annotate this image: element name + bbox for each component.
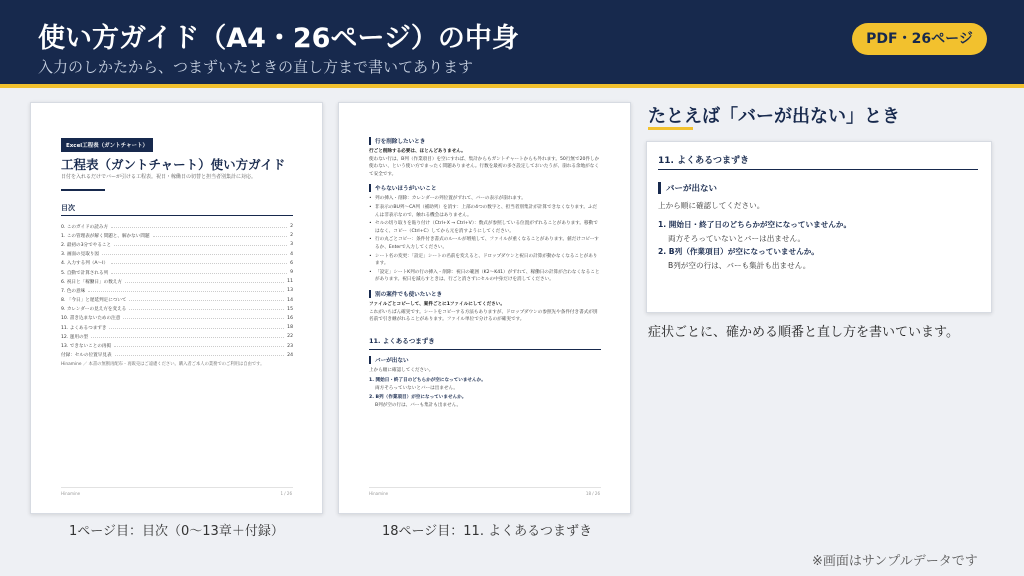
toc-item-page: 14 [287,297,293,303]
excerpt-answer-1: 両方そろっていないとバーは出ません。 [668,234,806,243]
toc-item [61,231,293,240]
toc-leader [123,317,284,319]
toc-item-page: 6 [290,260,293,266]
toc-item-label: 7. 色の意味 [61,288,86,294]
title-rule [61,189,105,191]
toc-rule [61,215,293,216]
toc-item-page: 15 [287,306,293,312]
toc-item-page: 3 [290,242,293,248]
toc-item-label: 10. 書き込まないための注意 [61,316,121,322]
toc-item-label: 12. 運用の型 [61,334,89,340]
toc-item [61,250,293,259]
toc-item-page: 4 [290,251,293,257]
section-heading: 行を削除したいとき [369,137,601,145]
intro-text: 上から順に確認してください。 [369,367,434,373]
example-title: たとえば「バーが出ない」とき [648,106,900,127]
toc-leader [111,272,287,274]
toc-leader [114,244,287,246]
toc-item-label: 5. 自動で計算される列 [61,270,109,276]
footer-page-number: 1 / 26 [280,491,292,496]
caption-page-18: 18ページ目：11. よくあるつまずき [382,524,592,539]
footer-rule [369,487,601,488]
toc-item-page: 18 [287,325,293,331]
example-accent-line [648,127,693,130]
toc-item-page: 9 [290,270,293,276]
header-bar [0,0,1024,84]
excerpt-intro: 上から順に確認してください。 [658,201,765,210]
toc-item [61,259,293,268]
section-heading: バーが出ない [369,356,601,364]
toc-item-label: 4. 入力する列（A〜I） [61,261,109,267]
excerpt-answer-2: B列が空の行は、バーも集計も出ません。 [668,261,811,270]
toc-item-label: 0. このガイドの読み方 [61,224,109,230]
toc-item [61,268,293,277]
toc-item [61,314,293,323]
example-description: 症状ごとに、確かめる順番と直し方を書いています。 [648,325,959,340]
toc-item-page: 2 [290,224,293,230]
bullet-item: • シート名の変更：「設定」シートの名前を変えると、ドロップダウンと祝日の計算が動かなくなることがあります。 [369,253,601,268]
toc-heading: 目次 [61,204,75,212]
toc-item-page: 2 [290,233,293,239]
toc-item-label: 2. 最初の3分でやること [61,242,112,248]
page-thumbnail-18 [338,102,631,514]
toc-item-label: 13. できないことの再掲 [61,344,112,350]
bullet-item: • 列の挿入・削除：カレンダーの列位置がずれて、バーの表示が崩れます。 [369,195,601,203]
toc-item-label: 9. カレンダーの見え方を変える [61,307,127,313]
page-subtitle: 入力のしかたから、つまずいたときの直し方まで書いてあります [38,58,474,76]
toc-item-page: 11 [287,279,293,285]
section-body: 使わない行は、B列（作業項目）を空にすれば、集計からもガントチャートからも外れます。50行無で20件しか使わない、という使い方でまったく問題ありません。行数を最初の多さ設定しておいたうが、崩れる余地がなくて安全です。 [369,156,600,177]
toc-leader [129,299,284,301]
section-lead: 行ごと削除する必要は、ほとんどありません。 [369,149,466,154]
bullet-item: • 非表示のBU列〜CA列（補助列）を消す：上部の4つの数字と、担当者別集計が計算できなくなります。ふだんは非表示なので、触れる機会はありません。 [369,204,601,219]
toc-leader [115,354,285,356]
excerpt-heading: 11. よくあるつまずき [658,156,749,166]
check-answer: 両方そろっていないとバーは出ません。 [375,385,458,391]
toc-leader [111,226,287,228]
toc-item [61,222,293,231]
toc-leader [114,345,284,347]
caption-page-1: 1ページ目：目次（0〜13章＋付録） [69,524,284,539]
header-accent-line [0,84,1024,88]
page-title: 使い方ガイド（A4・26ページ）の中身 [38,23,519,54]
bullet-list [369,195,601,284]
sample-data-note: ※画面はサンプルデータです [812,554,978,569]
check-item: 1. 開始日・終了日のどちらかが空になっていませんか。 [369,378,486,384]
toc-item [61,286,293,295]
toc-item-label: 11. よくあるつまずき [61,325,107,331]
toc-leader [129,308,284,310]
section-body: これがいちばん確実です。シートをコピーする方法もありますが、ドロップダウンの参照先や条件付き書式が別名前で引き継がれることがあります。ファイル単位で分けるのが確実です。 [369,309,598,323]
pdf-badge: PDF・26ページ [852,23,987,55]
doc-title: 工程表（ガントチャート）使い方ガイド [61,157,286,172]
toc-leader [125,281,284,283]
bullet-item: • 行の丸ごとコピー：条件付き書式のルールが増殖して、ファイルが重くなることがあります。値だけコピーするか、Enterで入力してください。 [369,236,601,251]
toc-item [61,323,293,332]
toc-leader [88,290,284,292]
bullet-item: • セルの切り取りを貼り付け（Ctrl+X → Ctrl+V）：数式が参照している位置がずれることがあります。移動ではなく、コピー（Ctrl+C）してから元を消すようにしてください。 [369,220,601,235]
toc-item [61,341,293,350]
toc-leader [91,336,284,338]
toc-item-label: 付録：セルの位置早見表 [61,353,112,359]
section-heading: 別の案件でも使いたいとき [369,290,601,298]
check-answer: B列が空の行は、バーも集計も出ません。 [375,403,462,409]
zoomed-excerpt [646,141,992,313]
toc-leader [109,327,284,329]
check-item: 2. B列（作業項目）が空になっていませんか。 [369,395,467,401]
toc-item-page: 24 [287,352,293,358]
section-heading: やらないほうがいいこと [369,184,601,192]
toc-item [61,296,293,305]
excerpt-section: バーが出ない [658,182,717,194]
toc-item-label: 6. 祝日と「稼働日」の数え方 [61,279,122,285]
bullet-item: • 「設定」シートK列の行の挿入・削除：祝日の範囲（K2〜K41）がずれて、稼働日の計算が合わなくなることがあります。祝日を減らすときは、行ごと消さずにセルの中身だけを消してください。 [369,269,601,284]
toc-item-label: 3. 画面の見取り図 [61,252,100,258]
toc-item-label: 8. 「今日」と遅延判定について [61,298,127,304]
toc-item-page: 16 [287,315,293,321]
toc-leader [111,262,287,264]
toc-leader [102,253,287,255]
excerpt-check-1: 1. 開始日・終了日のどちらかが空になっていませんか。 [658,220,852,229]
doc-tag: Excel工程表（ガントチャート） [61,138,153,152]
toc-item [61,332,293,341]
toc-item-label: 1. この管理表が解く問題と、解かない問題 [61,233,150,239]
toc-item [61,277,293,286]
excerpt-rule [658,169,978,170]
toc-item-page: 22 [287,334,293,340]
page-thumbnail-1 [30,102,323,514]
footer-left: Hinamine [61,491,81,496]
toc-item [61,305,293,314]
doc-subtitle: 日付を入れるだけでバーが引ける工程表。祝日・稼働日の切替と担当者別集計に対応。 [61,174,257,180]
footer-left: Hinamine [369,491,389,496]
footer-rule [61,487,293,488]
toc-list [61,222,293,360]
toc-item-page: 13 [287,288,293,294]
section-lead: ファイルごとコピーして、案件ごとに1ファイルにしてください。 [369,301,505,307]
toc-leader [153,235,288,237]
toc-item [61,351,293,360]
toc-item-page: 23 [287,343,293,349]
footer-page-number: 18 / 26 [585,491,600,496]
excerpt-check-2: 2. B列（作業項目）が空になっていませんか。 [658,247,819,256]
copyright-note: Hinamine ／ 本書の無断再配布・再販売はご遠慮ください。購入者ご本人の業務でのご利用は自由です。 [61,362,265,367]
toc-item [61,240,293,249]
page-content [369,131,601,410]
chapter-heading: 11. よくあるつまずき [369,336,601,350]
